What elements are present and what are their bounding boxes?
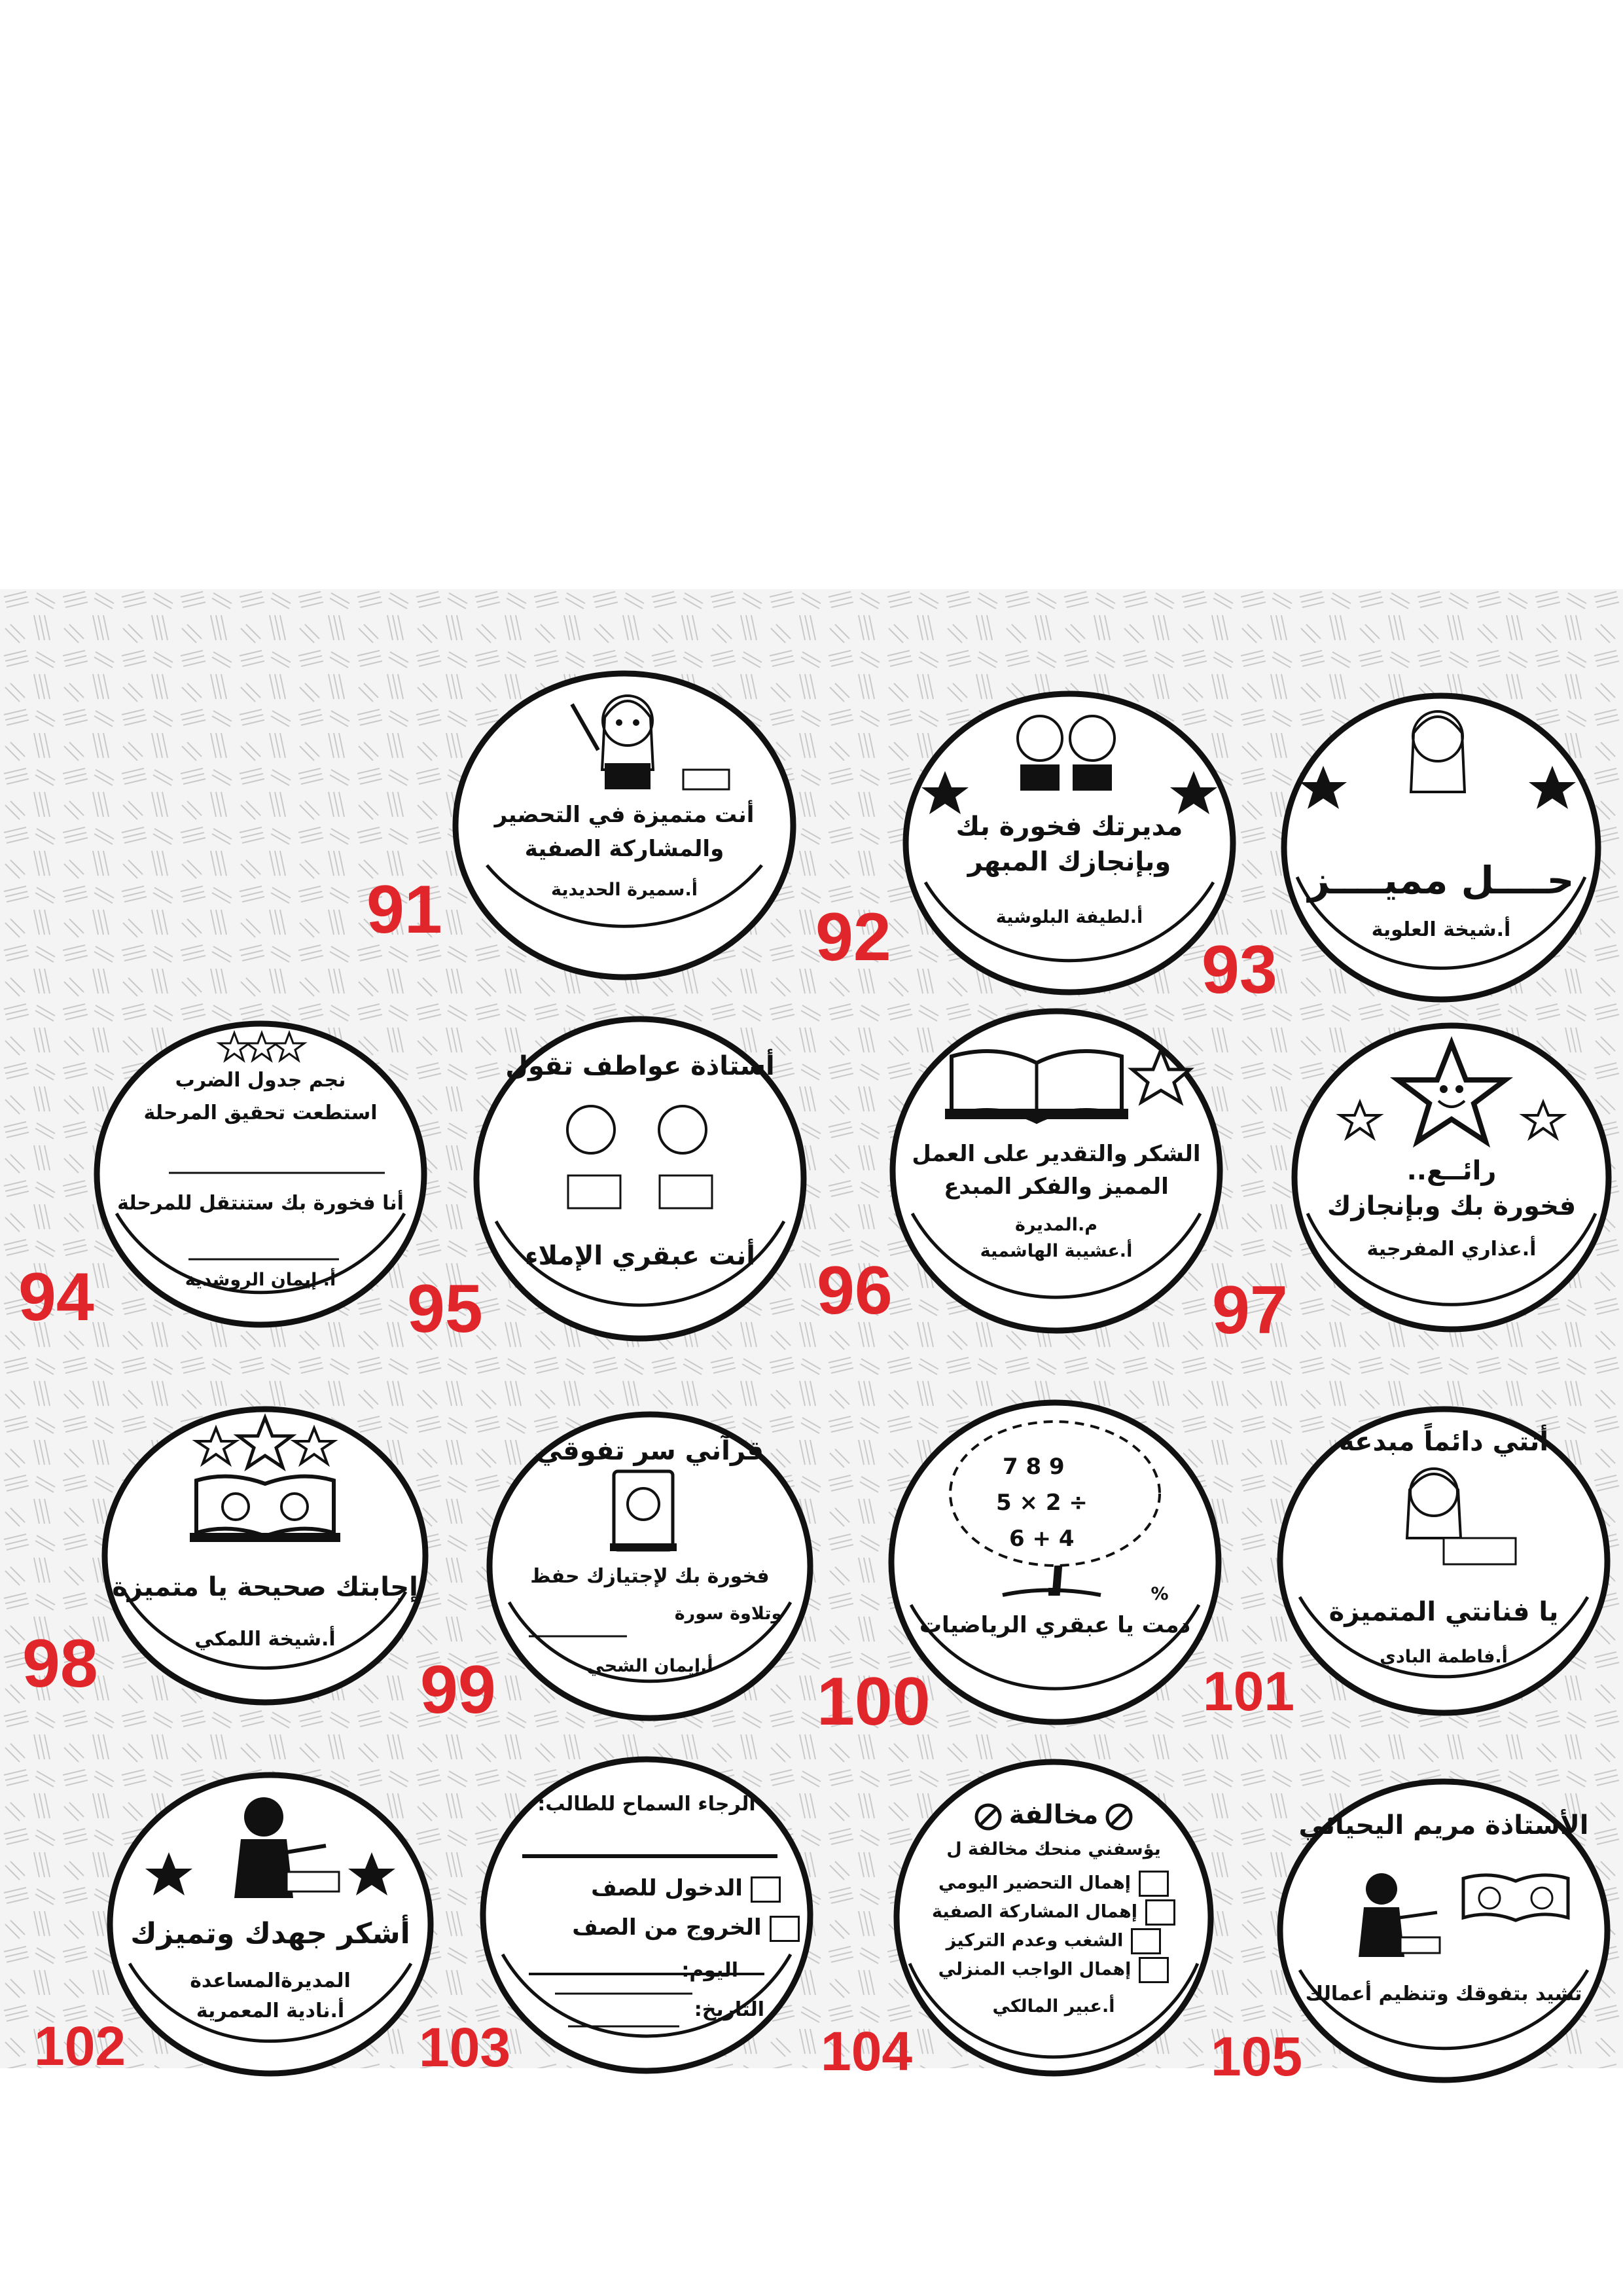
stamp-101[interactable] [1274, 1401, 1614, 1721]
exit-checkbox[interactable] [770, 1916, 800, 1942]
stamp-93[interactable] [1277, 687, 1605, 1008]
stamp-92-line-2: وبإنجازك المبهر [967, 847, 1171, 877]
stamp-103-exit [476, 1915, 856, 1942]
stamp-number-103: 103 [419, 2017, 511, 2078]
stamp-102[interactable] [103, 1767, 437, 2081]
stamp-93-line-1: حــــل مميــــز [1308, 858, 1575, 903]
stamp-number-102: 102 [34, 2015, 126, 2077]
stamp-100-percent: % [1150, 1584, 1169, 1604]
stamp-104-line-2: يؤسفني منحك مخالفة ل [946, 1839, 1161, 1859]
stamp-98-line-1: إجابتك صحيحة يا متميزة [112, 1572, 418, 1602]
stamp-94-line-3: أنا فخورة بك ستنتقل للمرحلة [117, 1192, 404, 1215]
stamp-98[interactable] [98, 1402, 432, 1710]
stamp-104-item-2-label: إهمال المشاركة الصفية [932, 1901, 1137, 1922]
math-tree-icon [885, 1395, 1225, 1729]
stamp-number-104: 104 [821, 2020, 913, 2082]
stamp-number-101: 101 [1203, 1660, 1295, 1722]
stamp-number-105: 105 [1211, 2026, 1303, 2087]
stamp-99[interactable] [483, 1406, 817, 1727]
enter-checkbox[interactable] [751, 1876, 781, 1903]
star-icon [1277, 687, 1605, 1008]
stamp-95-line-2: أنت عبقري الإملاء [525, 1241, 755, 1271]
checkbox-4[interactable] [1139, 1957, 1169, 1983]
stamp-94-line-4: أ. إيمان الروشدية [185, 1270, 336, 1290]
student-boy-icon [899, 686, 1240, 1000]
stamp-96-line-4: أ.عشيبة الهاشمية [980, 1241, 1133, 1261]
stamp-96[interactable] [886, 1004, 1226, 1338]
stamp-99-line-2: فخورة بك لإجتيازك حفظ [530, 1565, 770, 1588]
stamp-104-line-1: مخالفة [1008, 1800, 1099, 1830]
stamp-98-line-2: أ.شيخة اللمكي [194, 1628, 336, 1651]
stamp-number-96: 96 [817, 1253, 893, 1329]
stamp-91-line-1: أنت متميزة في التحضير [494, 802, 755, 828]
stamp-101-line-1: أنتي دائماً مبدعة [1338, 1427, 1549, 1457]
stamp-95[interactable] [470, 1012, 810, 1346]
stamp-number-93: 93 [1202, 932, 1277, 1008]
stamp-102-line-3: أ.نادية المعمرية [196, 2000, 345, 2022]
stamp-103-enter-label: الدخول للصف [591, 1875, 743, 1901]
checkbox-2[interactable] [1145, 1899, 1175, 1926]
stamp-number-100: 100 [817, 1664, 931, 1740]
stamp-102-line-2: المديرةالمساعدة [190, 1969, 351, 1992]
stamp-92[interactable] [899, 686, 1240, 1000]
stamp-99-line-1: قرآني سر تفوقي [536, 1436, 764, 1466]
svg-text:5 × 2 ÷: 5 × 2 ÷ [996, 1490, 1088, 1516]
stamp-number-98: 98 [22, 1626, 98, 1702]
stamp-number-91: 91 [366, 872, 442, 948]
stamp-99-line-4: أ.إيمان الشحي [586, 1656, 713, 1676]
stamp-99-line-3: وتلاوة سورة [674, 1604, 783, 1624]
stamp-104-item-3-label: الشغب وعدم التركيز [946, 1930, 1124, 1951]
stamp-number-94: 94 [18, 1259, 94, 1335]
stamp-96-line-3: م.المديرة [1014, 1215, 1097, 1235]
stamp-number-95: 95 [407, 1271, 483, 1347]
stamp-94-line-2: استطعت تحقيق المرحلة [143, 1102, 378, 1124]
stamp-101-line-3: أ.فاطمة البادي [1380, 1647, 1508, 1667]
stamp-104-line-7: أ.عبير المالكي [992, 1996, 1115, 2017]
stamp-91-line-2: والمشاركة الصفية [524, 836, 724, 862]
stamp-93-line-2: أ.شيخة العلوية [1371, 918, 1511, 941]
stamp-104-item-3 [890, 1928, 1217, 1954]
stamp-91[interactable] [448, 665, 801, 986]
stamp-number-92: 92 [815, 899, 891, 975]
stamp-104-item-4 [890, 1957, 1217, 1983]
stamp-96-line-1: الشكر والتقدير على العمل [912, 1141, 1201, 1167]
stamp-103[interactable] [476, 1751, 817, 2079]
stamp-96-line-2: المميز والفكر المبدع [944, 1174, 1169, 1200]
checkbox-icon [98, 1402, 432, 1710]
stamp-104[interactable] [890, 1754, 1217, 2081]
stamp-number-97: 97 [1212, 1272, 1288, 1348]
svg-text:6 + 4: 6 + 4 [1009, 1526, 1075, 1552]
checkbox-1[interactable] [1139, 1871, 1169, 1897]
stamp-105-line-1: الأستاذة مريم اليحيائي [1298, 1810, 1589, 1840]
stamp-104-item-1 [890, 1871, 1217, 1897]
stamp-102-line-1: أشكر جهدك وتميزك [130, 1917, 410, 1950]
stamp-91-line-3: أ.سميرة الحديدية [550, 880, 698, 900]
stamp-103-line-4: اليوم: [681, 1959, 738, 1982]
stamp-95-line-1: أستاذة عواطف تقول [505, 1051, 775, 1081]
stamp-97-line-1: رائــع.. [1406, 1156, 1497, 1186]
stamp-94-line-1: نجم جدول الضرب [175, 1069, 346, 1092]
stamp-105-line-2: تشيد بتفوقك وتنظيم أعمالك [1305, 1982, 1582, 2005]
checkbox-3[interactable] [1131, 1928, 1161, 1954]
stamp-104-item-1-label: إهمال التحضير اليومي [938, 1873, 1132, 1893]
stamp-97[interactable] [1288, 1017, 1615, 1338]
stamp-number-99: 99 [420, 1652, 496, 1728]
open-book-icon [886, 1004, 1226, 1338]
stamp-92-line-1: مديرتك فخورة بك [955, 812, 1183, 842]
stamp-104-item-2 [890, 1899, 1217, 1926]
stamp-97-line-3: أ.عذاري المفرجية [1366, 1238, 1537, 1261]
stamp-103-line-1: الرجاء السماح للطالب: [537, 1793, 756, 1816]
stamp-97-line-2: فخورة بك وبإنجازك [1327, 1191, 1577, 1221]
stamp-94[interactable] [90, 1017, 431, 1331]
stamp-92-line-3: أ.لطيفة البلوشية [995, 907, 1143, 927]
svg-text:7 8 9: 7 8 9 [1003, 1454, 1065, 1480]
stamp-100-line-1: دمت يا عبقري الرياضيات [919, 1612, 1191, 1638]
stamp-103-exit-label: الخروج من الصف [572, 1914, 762, 1941]
stamp-105[interactable] [1274, 1774, 1614, 2088]
stamp-100[interactable] [885, 1395, 1225, 1729]
stamp-103-enter [476, 1876, 856, 1903]
stamp-101-line-2: يا فنانتي المتميزة [1329, 1597, 1559, 1627]
stamp-104-item-4-label: إهمال الواجب المنزلي [938, 1959, 1132, 1980]
stamp-103-line-5: التاريخ: [694, 1998, 764, 2021]
